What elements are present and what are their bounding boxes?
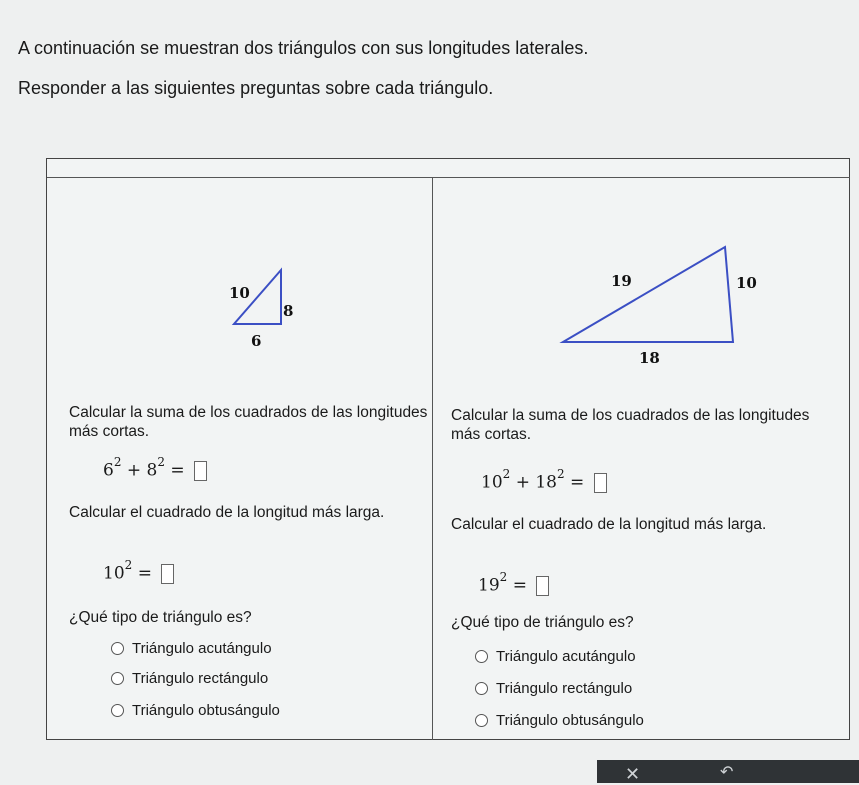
left-sum-plus: + — [126, 460, 142, 481]
radio-icon[interactable] — [475, 714, 488, 727]
left-sum-eq: = — [170, 460, 185, 481]
left-square-c: 10 — [103, 563, 125, 584]
left-square-exp: 2 — [124, 558, 133, 572]
right-option-obtuse[interactable] — [475, 712, 644, 729]
left-option-right-label: Triángulo rectángulo — [132, 670, 269, 687]
right-square-question: Calcular el cuadrado de la longitud más larga. — [451, 516, 767, 533]
left-option-acute-label: Triángulo acutángulo — [132, 640, 272, 657]
close-icon[interactable]: ✕ — [625, 764, 641, 784]
intro-line-1: A continuación se muestran dos triángulos con sus longitudes laterales. — [18, 38, 589, 58]
right-base-label: 18 — [639, 349, 660, 367]
right-option-acute-label: Triángulo acutángulo — [496, 648, 636, 665]
right-sum-plus: + — [515, 472, 530, 493]
radio-icon[interactable] — [475, 682, 488, 695]
right-square-c: 19 — [478, 575, 500, 596]
right-square-eq: = — [512, 575, 527, 596]
left-sum-a: 6 — [103, 460, 114, 481]
right-type-question: ¿Qué tipo de triángulo es? — [451, 614, 634, 631]
right-sum-answer-box[interactable] — [594, 473, 607, 493]
right-sum-b-exp: 2 — [556, 467, 565, 481]
right-sum-b: 18 — [535, 472, 557, 493]
radio-icon[interactable] — [111, 704, 124, 717]
radio-icon[interactable] — [111, 642, 124, 655]
radio-icon[interactable] — [475, 650, 488, 663]
left-sum-formula — [103, 455, 207, 481]
left-sum-question: Calcular la suma de los cuadrados de las longitudes más cortas. — [69, 404, 428, 440]
right-option-right-label: Triángulo rectángulo — [496, 680, 633, 697]
right-sum-question: Calcular la suma de los cuadrados de las longitudes más cortas. — [451, 407, 810, 443]
left-option-right[interactable] — [111, 670, 268, 687]
left-type-question: ¿Qué tipo de triángulo es? — [69, 609, 252, 626]
right-square-formula — [478, 570, 549, 596]
right-sum-formula — [481, 467, 607, 493]
radio-icon[interactable] — [111, 672, 124, 685]
left-base-label: 6 — [251, 332, 262, 350]
right-square-exp: 2 — [499, 570, 508, 584]
right-sum-a-exp: 2 — [502, 467, 511, 481]
left-hyp-label: 10 — [229, 284, 250, 302]
triangle-cell-left — [47, 177, 433, 740]
right-option-right[interactable] — [475, 680, 632, 697]
left-vertical-label: 8 — [283, 302, 294, 320]
left-square-question: Calcular el cuadrado de la longitud más larga. — [69, 504, 385, 521]
right-vertical-label: 10 — [736, 274, 757, 292]
left-option-obtuse[interactable] — [111, 702, 280, 719]
back-arrow-icon[interactable]: ↶ — [720, 764, 734, 781]
triangle-cell-right — [433, 177, 850, 740]
left-square-answer-box[interactable] — [161, 564, 174, 584]
left-option-acute[interactable] — [111, 640, 272, 657]
right-option-obtuse-label: Triángulo obtusángulo — [496, 712, 644, 729]
left-option-obtuse-label: Triángulo obtusángulo — [132, 702, 280, 719]
right-sum-a: 10 — [481, 472, 503, 493]
left-sum-b-exp: 2 — [157, 455, 165, 469]
right-option-acute[interactable] — [475, 648, 636, 665]
triangle-left — [197, 228, 317, 348]
intro-line-2: Responder a las siguientes preguntas sobre cada triángulo. — [18, 78, 494, 98]
left-sum-b: 8 — [146, 460, 158, 481]
left-square-formula — [103, 558, 174, 584]
right-sum-eq: = — [570, 472, 585, 493]
left-sum-answer-box[interactable] — [194, 461, 207, 481]
triangle-right-shape — [563, 247, 733, 342]
left-sum-a-exp: 2 — [113, 455, 122, 469]
triangle-right — [543, 233, 783, 383]
triangles-panel — [46, 158, 850, 740]
left-square-eq: = — [137, 563, 152, 584]
right-hyp-label: 19 — [611, 272, 632, 290]
right-square-answer-box[interactable] — [536, 576, 549, 596]
